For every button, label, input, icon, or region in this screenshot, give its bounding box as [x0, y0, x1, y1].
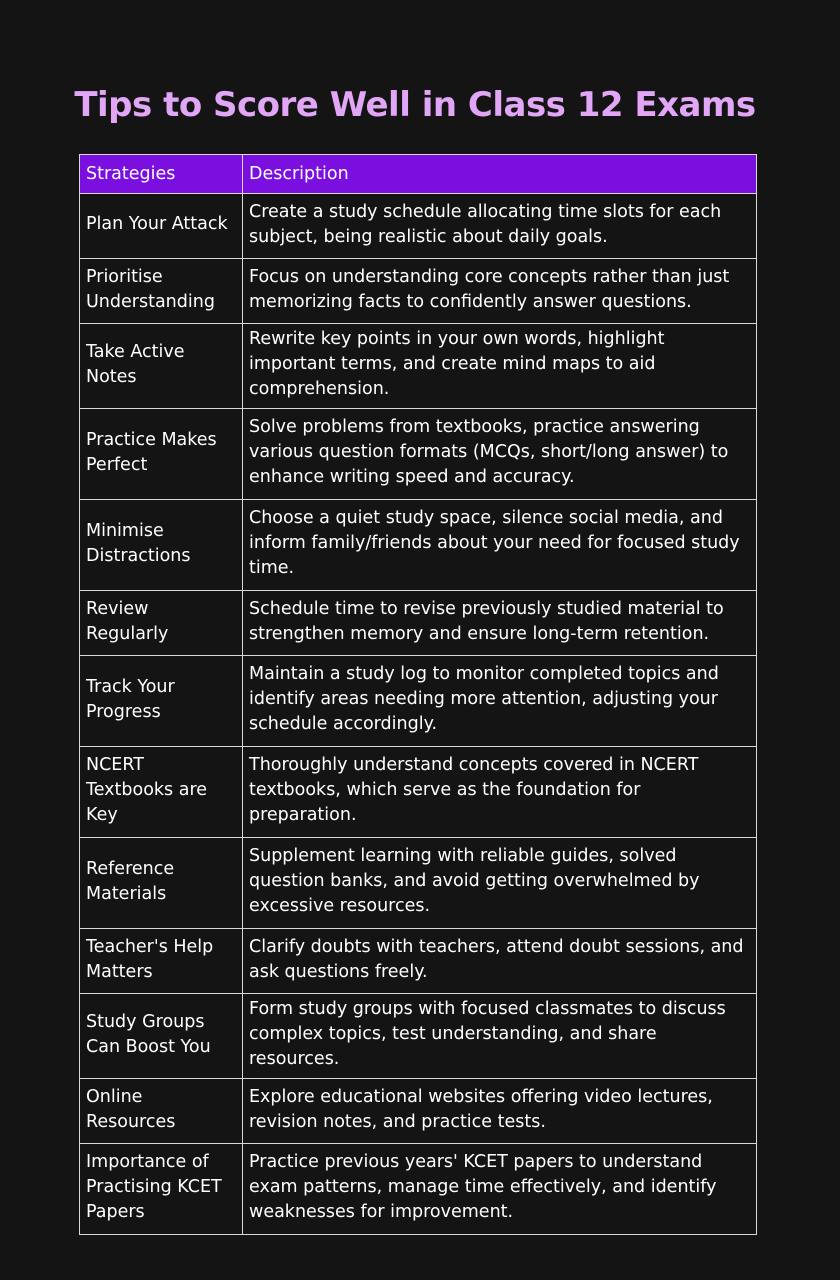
table-row: [80, 1079, 757, 1144]
table-row: [80, 747, 757, 838]
description-cell: Focus on understanding core concepts rather than just memorizing facts to confidently answer questions.: [243, 259, 757, 324]
table-row: [80, 994, 757, 1079]
description-cell: Rewrite key points in your own words, highlight important terms, and create mind maps to aid comprehension.: [243, 324, 757, 409]
description-cell: Solve problems from textbooks, practice answering various question formats (MCQs, short/long answer) to enhance writing speed and accuracy.: [243, 409, 757, 500]
header-strategies: Strategies: [80, 155, 243, 194]
description-cell: Practice previous years' KCET papers to understand exam patterns, manage time effectively, and identify weaknesses for improvement.: [243, 1144, 757, 1235]
strategy-cell: Online Resources: [80, 1079, 243, 1144]
table-row: [80, 500, 757, 591]
strategy-cell: Importance of Practising KCET Papers: [80, 1144, 243, 1235]
strategy-cell: Reference Materials: [80, 838, 243, 929]
strategy-cell: Minimise Distractions: [80, 500, 243, 591]
description-cell: Choose a quiet study space, silence social media, and inform family/friends about your need for focused study time.: [243, 500, 757, 591]
description-cell: Thoroughly understand concepts covered in NCERT textbooks, which serve as the foundation for preparation.: [243, 747, 757, 838]
description-cell: Form study groups with focused classmates to discuss complex topics, test understanding, and share resources.: [243, 994, 757, 1079]
tips-table: [79, 154, 757, 1235]
strategy-cell: Study Groups Can Boost You: [80, 994, 243, 1079]
description-cell: Clarify doubts with teachers, attend doubt sessions, and ask questions freely.: [243, 929, 757, 994]
table-row: [80, 656, 757, 747]
strategy-cell: Track Your Progress: [80, 656, 243, 747]
description-cell: Maintain a study log to monitor completed topics and identify areas needing more attention, adjusting your schedule accordingly.: [243, 656, 757, 747]
page-title: Tips to Score Well in Class 12 Exams: [74, 85, 756, 125]
strategy-cell: Take Active Notes: [80, 324, 243, 409]
strategy-cell: Practice Makes Perfect: [80, 409, 243, 500]
header-description: Description: [243, 155, 757, 194]
table-row: [80, 324, 757, 409]
description-cell: Schedule time to revise previously studied material to strengthen memory and ensure long-term retention.: [243, 591, 757, 656]
table-row: [80, 838, 757, 929]
table-row: [80, 409, 757, 500]
table-header-row: [80, 155, 757, 194]
description-cell: Supplement learning with reliable guides, solved question banks, and avoid getting overwhelmed by excessive resources.: [243, 838, 757, 929]
table-row: [80, 591, 757, 656]
table-row: [80, 1144, 757, 1235]
strategy-cell: Prioritise Understanding: [80, 259, 243, 324]
table-row: [80, 929, 757, 994]
description-cell: Explore educational websites offering video lectures, revision notes, and practice tests.: [243, 1079, 757, 1144]
description-cell: Create a study schedule allocating time slots for each subject, being realistic about daily goals.: [243, 194, 757, 259]
strategy-cell: Teacher's Help Matters: [80, 929, 243, 994]
strategy-cell: NCERT Textbooks are Key: [80, 747, 243, 838]
strategy-cell: Review Regularly: [80, 591, 243, 656]
table-row: [80, 259, 757, 324]
table-row: [80, 194, 757, 259]
strategy-cell: Plan Your Attack: [80, 194, 243, 259]
